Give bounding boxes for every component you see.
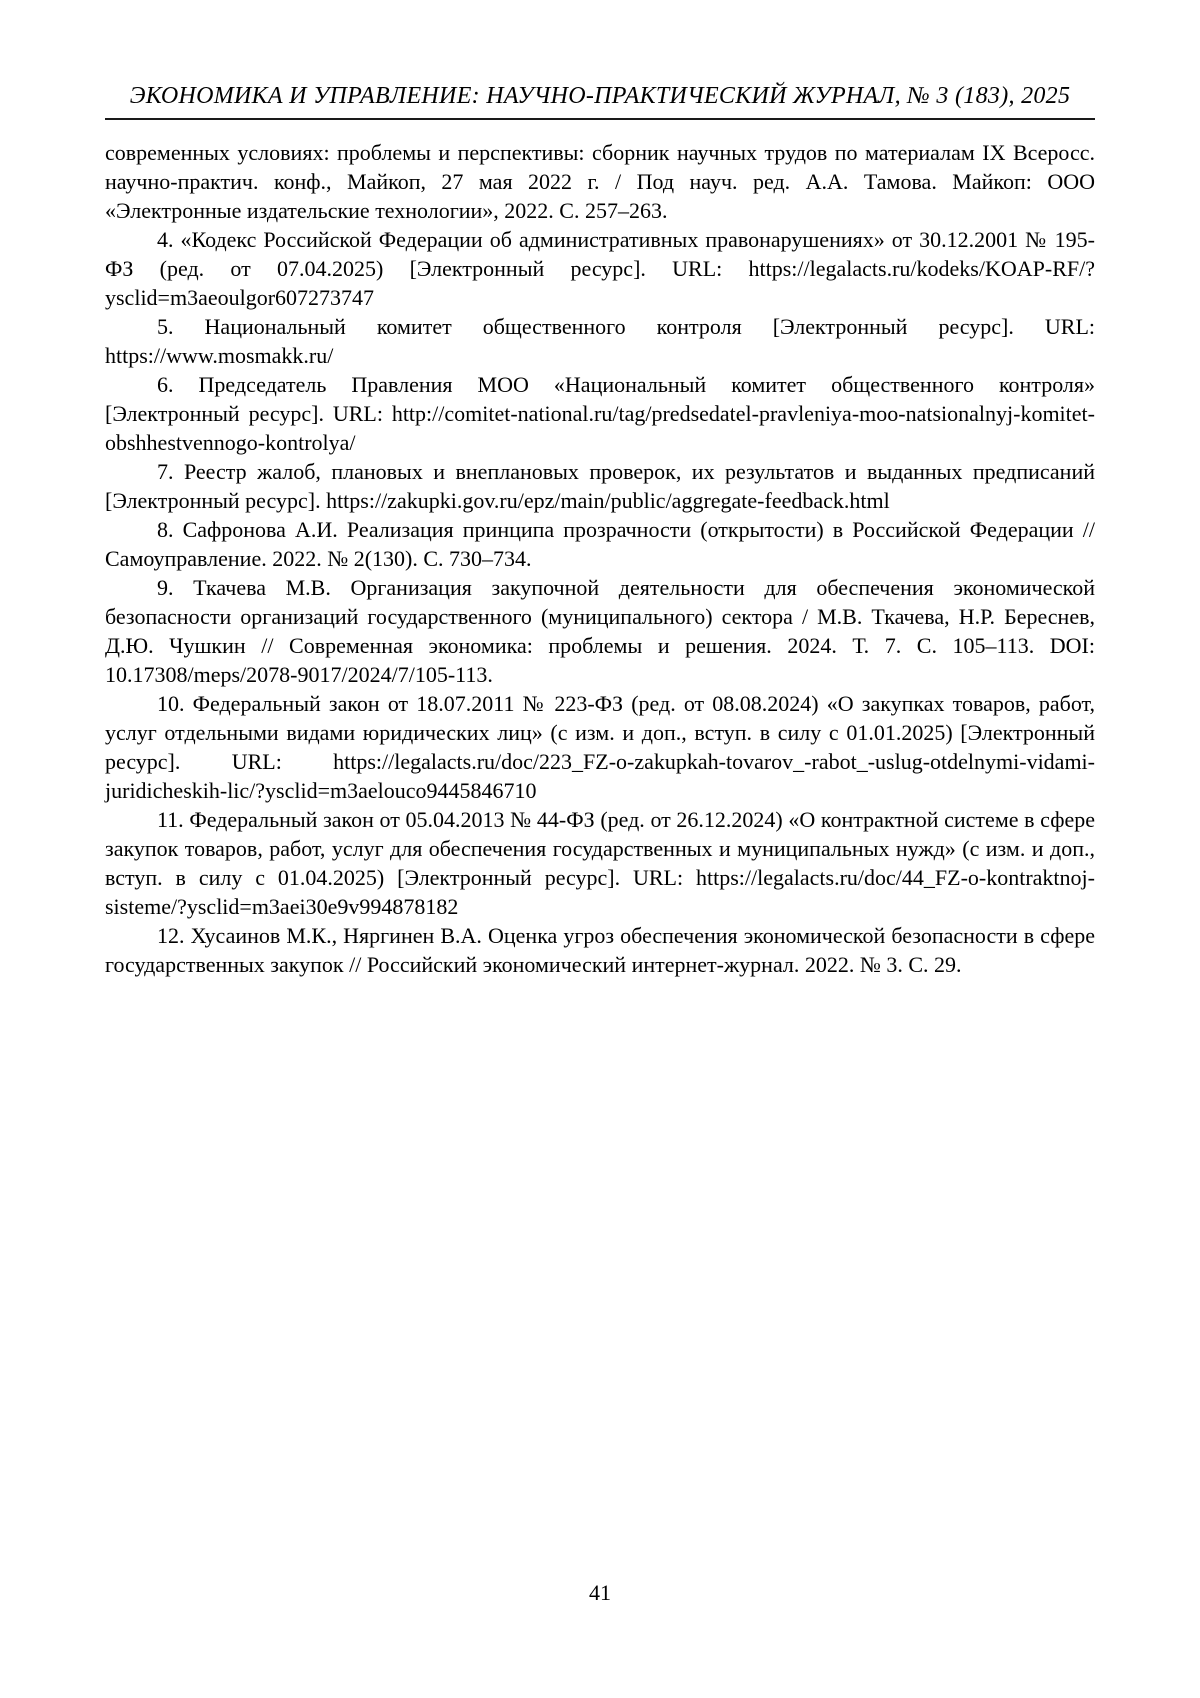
reference-item-9: 9. Ткачева М.В. Организация закупочной деятельности для обеспечения экономической безопасности организаций государственного (муниципального) сектора / М.В. Ткачева, Н.Р. Береснев, Д.Ю. Чушкин // Современная экономика: проблемы и решения. 2024. Т. 7. С. 105–113. DOI: 10.17308/meps/2078-9017/2024/7/105-113.	[105, 575, 1095, 687]
reference-item-4: 4. «Кодекс Российской Федерации об административных правонарушениях» от 30.12.2001 № 195-ФЗ (ред. от 07.04.2025) [Электронный ресурс]. URL: https://legalacts.ru/kodeks/KOAP-RF/?ysclid=m3aeoulgor607273747	[105, 227, 1095, 310]
reference-item-5: 5. Национальный комитет общественного контроля [Электронный ресурс]. URL: https://www.mosmakk.ru/	[105, 314, 1095, 368]
reference-item-7: 7. Реестр жалоб, плановых и внеплановых проверок, их результатов и выданных предписаний [Электронный ресурс]. https://zakupki.gov.ru/epz/main/public/aggregate-feedback.html	[105, 459, 1095, 513]
page-footer	[0, 1580, 1200, 1606]
journal-title: ЭКОНОМИКА И УПРАВЛЕНИЕ: НАУЧНО-ПРАКТИЧЕСКИЙ ЖУРНАЛ, № 3 (183), 2025	[129, 83, 1071, 109]
reference-item-8: 8. Сафронова А.И. Реализация принципа прозрачности (открытости) в Российской Федерации // Самоуправление. 2022. № 2(130). С. 730–734.	[105, 517, 1095, 571]
text-block	[105, 0, 1095, 979]
page-number: 41	[589, 1580, 611, 1605]
journal-header	[105, 0, 1095, 120]
reference-continuation: современных условиях: проблемы и перспективы: сборник научных трудов по материалам IX Всеросс. научно-практич. конф., Майкоп, 27 мая 2022 г. / Под науч. ред. А.А. Тамова. Майкоп: ООО «Электронные издательские технологии», 2022. С. 257–263.	[105, 140, 1095, 223]
reference-item-10: 10. Федеральный закон от 18.07.2011 № 223-ФЗ (ред. от 08.08.2024) «О закупках товаров, работ, услуг отдельными видами юридических лиц» (с изм. и доп., вступ. в силу с 01.01.2025) [Электронный ресурс]. URL: https://legalacts.ru/doc/223_FZ-o-zakupkah-tovarov_-rabot_-uslug-otdelnymi-vidami-juridicheskih-lic/?ysclid=m3aelouco9445846710	[105, 691, 1095, 803]
reference-item-6: 6. Председатель Правления МОО «Национальный комитет общественного контроля» [Электронный ресурс]. URL: http://comitet-national.ru/tag/predsedatel-pravleniya-moo-natsionalnyj-komitet-obshhestvennogo-kontrolya/	[105, 372, 1095, 455]
reference-item-11: 11. Федеральный закон от 05.04.2013 № 44-ФЗ (ред. от 26.12.2024) «О контрактной системе в сфере закупок товаров, работ, услуг для обеспечения государственных и муниципальных нужд» (с изм. и доп., вступ. в силу с 01.04.2025) [Электронный ресурс]. URL: https://legalacts.ru/doc/44_FZ-o-kontraktnoj-sisteme/?ysclid=m3aei30e9v994878182	[105, 807, 1095, 919]
references-list	[105, 138, 1095, 979]
reference-item-12: 12. Хусаинов М.К., Няргинен В.А. Оценка угроз обеспечения экономической безопасности в сфере государственных закупок // Российский экономический интернет-журнал. 2022. № 3. С. 29.	[105, 923, 1095, 977]
